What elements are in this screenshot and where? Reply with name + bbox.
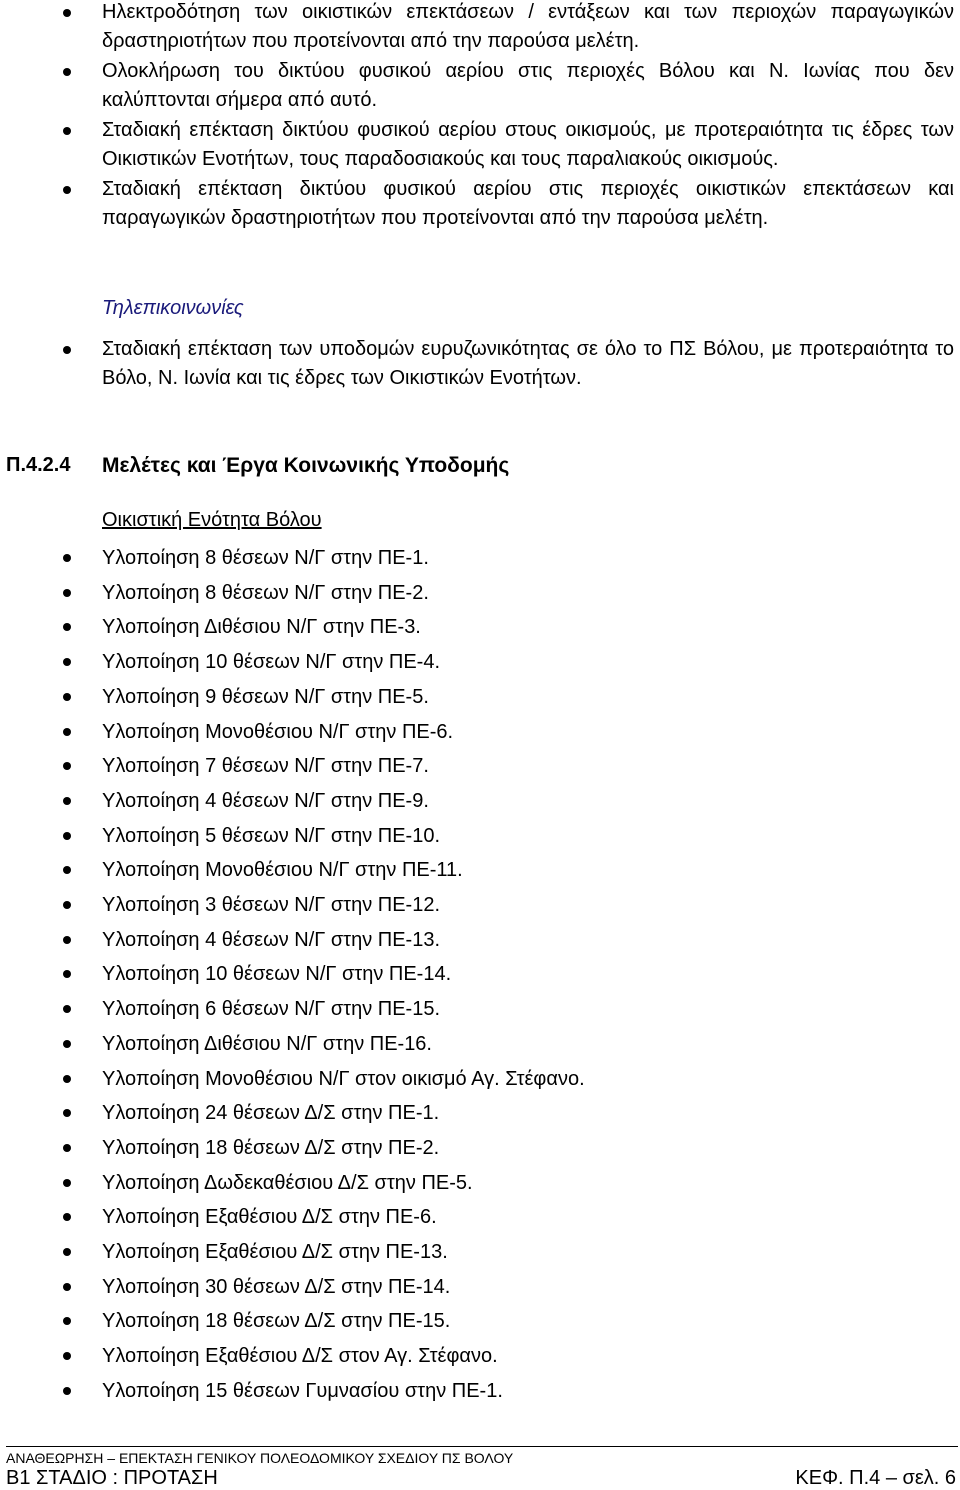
list-item: Υλοποίηση 8 θέσεων Ν/Γ στην ΠΕ-1. xyxy=(0,541,960,576)
subsection-label: Τηλεπικοινωνίες xyxy=(102,297,244,319)
list-item: Υλοποίηση 6 θέσεων Ν/Γ στην ΠΕ-15. xyxy=(0,992,960,1027)
list-item: Υλοποίηση Δωδεκαθέσιου Δ/Σ στην ΠΕ-5. xyxy=(0,1166,960,1201)
list-item: Υλοποίηση Εξαθέσιου Δ/Σ στην ΠΕ-6. xyxy=(0,1200,960,1235)
list-item: Υλοποίηση 18 θέσεων Δ/Σ στην ΠΕ-15. xyxy=(0,1304,960,1339)
list-item: Υλοποίηση Διθέσιου Ν/Γ στην ΠΕ-16. xyxy=(0,1027,960,1062)
list-item: Υλοποίηση 18 θέσεων Δ/Σ στην ΠΕ-2. xyxy=(0,1131,960,1166)
list-item: Υλοποίηση Διθέσιου Ν/Γ στην ΠΕ-3. xyxy=(0,610,960,645)
list-item: Υλοποίηση Εξαθέσιου Δ/Σ στην ΠΕ-13. xyxy=(0,1235,960,1270)
list-item: Υλοποίηση 9 θέσεων Ν/Γ στην ΠΕ-5. xyxy=(0,680,960,715)
list-item: Σταδιακή επέκταση των υποδομών ευρυζωνικότητας σε όλο το ΠΣ Βόλου, με προτεραιότητα το Βόλο, Ν. Ιωνία και τις έδρες των Οικιστικών Ενοτήτων. xyxy=(0,335,960,393)
list-item: Υλοποίηση 30 θέσεων Δ/Σ στην ΠΕ-14. xyxy=(0,1270,960,1305)
list-item: Υλοποίηση 24 θέσεων Δ/Σ στην ΠΕ-1. xyxy=(0,1096,960,1131)
list-item: Υλοποίηση 7 θέσεων Ν/Γ στην ΠΕ-7. xyxy=(0,749,960,784)
list-item: Σταδιακή επέκταση δικτύου φυσικού αερίου στους οικισμούς, με προτεραιότητα τις έδρες των Οικιστικών Ενοτήτων, τους παραδοσιακούς και τους παραλιακούς οικισμούς. xyxy=(0,116,960,174)
list-item: Υλοποίηση 15 θέσεων Γυμνασίου στην ΠΕ-1. xyxy=(0,1374,960,1409)
list-item: Υλοποίηση Μονοθέσιου Ν/Γ στην ΠΕ-6. xyxy=(0,715,960,750)
infrastructure-list xyxy=(0,0,960,234)
list-item: Υλοποίηση 4 θέσεων Ν/Γ στην ΠΕ-13. xyxy=(0,923,960,958)
list-item: Σταδιακή επέκταση δικτύου φυσικού αερίου στις περιοχές οικιστικών επεκτάσεων και παραγωγικών δραστηριοτήτων που προτείνονται από την παρούσα μελέτη. xyxy=(0,175,960,233)
footer-stage: Β1 ΣΤΑΔΙΟ : ΠΡΟΤΑΣΗ xyxy=(6,1467,218,1489)
list-item: Υλοποίηση Εξαθέσιου Δ/Σ στον Αγ. Στέφανο. xyxy=(0,1339,960,1374)
list-item: Ολοκλήρωση του δικτύου φυσικού αερίου στις περιοχές Βόλου και Ν. Ιωνίας που δεν καλύπτονται σήμερα από αυτό. xyxy=(0,57,960,115)
footer-document-title: ΑΝΑΘΕΩΡΗΣΗ – ΕΠΕΚΤΑΣΗ ΓΕΝΙΚΟΥ ΠΟΛΕΟΔΟΜΙΚΟΥ ΣΧΕΔΙΟΥ ΠΣ ΒΟΛΟΥ xyxy=(6,1450,514,1466)
section-number: Π.4.2.4 xyxy=(6,454,71,476)
list-item: Υλοποίηση 3 θέσεων Ν/Γ στην ΠΕ-12. xyxy=(0,888,960,923)
list-item: Υλοποίηση 5 θέσεων Ν/Γ στην ΠΕ-10. xyxy=(0,819,960,854)
unit-title: Οικιστική Ενότητα Βόλου xyxy=(102,509,322,531)
list-item: Υλοποίηση Μονοθέσιου Ν/Γ στον οικισμό Αγ. Στέφανο. xyxy=(0,1062,960,1097)
list-item: Υλοποίηση 8 θέσεων Ν/Γ στην ΠΕ-2. xyxy=(0,576,960,611)
list-item: Υλοποίηση Μονοθέσιου Ν/Γ στην ΠΕ-11. xyxy=(0,853,960,888)
list-item: Υλοποίηση 10 θέσεων Ν/Γ στην ΠΕ-14. xyxy=(0,957,960,992)
list-item: Ηλεκτροδότηση των οικιστικών επεκτάσεων / εντάξεων και των περιοχών παραγωγικών δραστηριοτήτων που προτείνονται από την παρούσα μελέτη. xyxy=(0,0,960,56)
list-item: Υλοποίηση 4 θέσεων Ν/Γ στην ΠΕ-9. xyxy=(0,784,960,819)
telecom-list xyxy=(0,335,960,394)
footer-page-number: ΚΕΦ. Π.4 – σελ. 6 xyxy=(795,1467,956,1489)
list-item: Υλοποίηση 10 θέσεων Ν/Γ στην ΠΕ-4. xyxy=(0,645,960,680)
footer-divider xyxy=(6,1446,958,1447)
section-title: Μελέτες και Έργα Κοινωνικής Υποδομής xyxy=(102,454,510,477)
social-infrastructure-list xyxy=(0,541,960,1409)
